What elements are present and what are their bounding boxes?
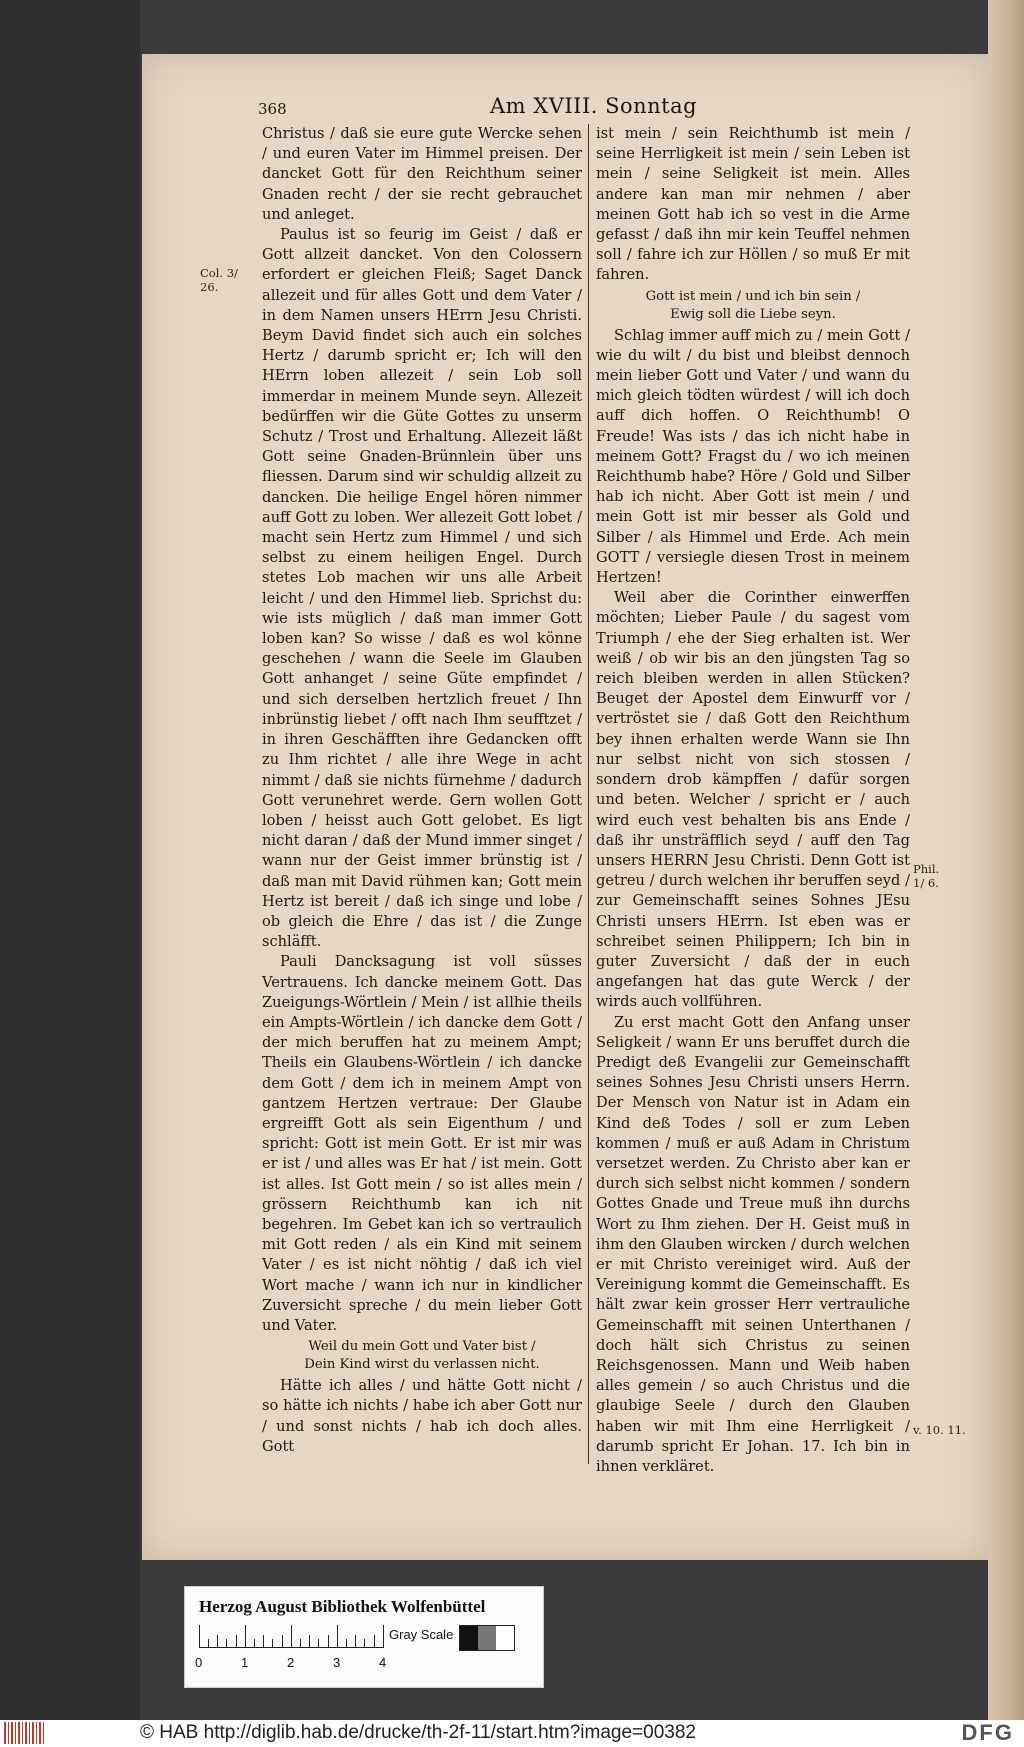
right-verse (596, 288, 910, 324)
left-paragraph-3: Pauli Dancksagung ist voll süsses Vertrauens. Ich dancke meinem Gott. Das Zueigungs-Wörtlein / Mein / ist allhie theils ein Ampts-Wörtlein / ich dancke dem Gott / der mich beruffen hat zu meinem Ampt; Theils ein Glaubens-Wörtlein / ich dancke dem Gott / dem ich in meinem Ampt von gantzem Hertzen vertraue: Der Glaube ergreifft Gott als sein Eigenthum / und spricht: Gott ist mein Gott. Er ist mir was er ist / und alles was Er hat / ist mein. Gott ist alles. Ist Gott mein / so ist alles mein / grössern Reichthumb kan ich nit begehren. Im Gebet kan ich so vertraulich mit Gott reden / als ein Kind mit seinem Vater / es ist nicht nöhtig / daß ich viel Wort mache / wann ich nur in kindlicher Zuversicht spreche / du mein lieber Gott und Vater. (262, 953, 582, 1334)
margin-note-col: Col. 3/ 26. (200, 266, 238, 294)
left-verse-line-1: Weil du mein Gott und Vater bist / (308, 1339, 536, 1355)
footer-bar (0, 1720, 1024, 1747)
column-divider (588, 124, 589, 1464)
left-verse (262, 1338, 582, 1374)
left-verse-line-2: Dein Kind wirst du verlassen nicht. (304, 1357, 540, 1373)
ruler-number-1: 1 (241, 1655, 249, 1670)
page-header (258, 94, 888, 124)
library-name: Herzog August Bibliothek Wolfenbüttel (199, 1597, 486, 1616)
gray-scale-swatch (459, 1625, 515, 1651)
running-title: Am XVIII. Sonntag (490, 94, 698, 118)
right-column (596, 124, 910, 1477)
right-verse-line-1: Gott ist mein / und ich bin sein / (645, 288, 861, 304)
ruler-number-3: 3 (333, 1655, 341, 1670)
page-number: 368 (258, 100, 287, 118)
right-paragraph-1: Schlag immer auff mich zu / mein Gott / wie du wilt / du bist und bleibst dennoch mein lieber Gott und Vater / und wann du mich gleich tödten würdest / will ich doch auff dich hoffen. O Reichthumb! O Freude! Was ists / das ich nicht habe in meinem Gott? Fragst du / wo ich meinen Reichthumb habe? Höre / Gold und Silber hab ich nicht. Aber Gott ist mein / und mein Gott ist mir besser als Gold und Silber / als Himmel und Erde. Ach mein GOTT / versiegle diesen Trost in meinem Hertzen! (596, 326, 910, 587)
margin-note-verse: v. 10. 11. (913, 1423, 966, 1437)
gray-scale-label: Gray Scale (389, 1627, 454, 1642)
right-verse-line-2: Ewig soll die Liebe seyn. (670, 306, 836, 322)
right-paragraph-2: Weil aber die Corinther einwerffen möchten; Lieber Paule / du sagest vom Triumph / ehe der Sieg erhalten ist. Wer weiß / ob wir bis an den jüngsten Tag so reich bleiben werden in allen Stücken? Beuget der Apostel dem Einwurff vor / vertröstet sie / daß Gott den Reichthum bey ihnen erhalten werde Wann sie Ihn nur selbst nicht von sich stossen / sondern drob kämpffen / dafür sorgen und beten. Welcher / spricht er / auch wird euch vest behalten bis ans Ende / daß ihr unsträfflich seyd / auff den Tag unsers HERRN Jesu Christi. Denn Gott ist getreu / durch welchen ihr beruffen seyd / zur Gemeinschafft seines Sohnes JEsu Christi unsers HErrn. Ist eben was er schreibet seinen Philippern; Ich bin in guter Zuversicht / daß der in euch angefangen hat das gute Werck / der wirds auch vollführen. (596, 589, 910, 1011)
scale-ruler (199, 1625, 384, 1648)
left-closing-paragraph: Hätte ich alles / und hätte Gott nicht / so hätte ich nichts / habe ich aber Gott nur / und sonst nichts / hab ich doch alles. Gott (262, 1377, 582, 1455)
left-column (262, 124, 582, 1457)
scanner-background (0, 0, 140, 1720)
ruler-number-4: 4 (379, 1655, 387, 1670)
copyright-url[interactable]: © HAB http://diglib.hab.de/drucke/th-2f-11/start.htm?image=00382 (140, 1722, 696, 1743)
ruler-number-0: 0 (195, 1655, 203, 1670)
barcode-icon (4, 1722, 44, 1744)
ruler-number-2: 2 (287, 1655, 295, 1670)
page-edge (988, 0, 1024, 1720)
margin-note-phil: Phil. 1/ 6. (913, 862, 940, 890)
left-paragraph-1: Christus / daß sie eure gute Wercke sehen / und euren Vater im Himmel preisen. Der dancket Gott für den Reichthum seiner Gnaden recht / der sie recht gebrauchet und anleget. (262, 125, 582, 223)
dfg-logo: DFG (961, 1720, 1014, 1745)
left-paragraph-2: Paulus ist so feurig im Geist / daß er Gott allzeit dancket. Von den Colossern erfordert er gleichen Fleiß; Saget Danck allezeit und für alles Gott und dem Vater / in dem Namen unsers HErrn Jesu Christi. Beym David findet sich auch ein solches Hertz / darumb spricht er; Ich will den HErrn loben allezeit / sein Lob soll immerdar in meinem Munde seyn. Allezeit bedürffen wir die Güte Gottes zu unserm Schutz / Trost und Erhaltung. Allezeit läßt Gott seine Gnaden-Brünnlein über uns fliessen. Darum sind wir schuldig allzeit zu dancken. Die heilige Engel hören nimmer auff Gott zu loben. Wer allezeit Gott lobet / macht sein Hertz zum Himmel / und sich selbst zu einem heiligen Engel. Durch stetes Lob machen wir uns alle Arbeit leicht / und den Himmel lieb. Sprichst du: wie ists müglich / daß man immer Gott loben kan? So wisse / daß es wol könne geschehen / wann die Seele im Glauben Gott anhanget / seine Güte empfindet / und sich derselben hertzlich freuet / Ihn inbrünstig liebet / offt nach Ihm seufftzet / in ihren Geschäfften ihre Gedancken offt zu Ihm richtet / alle ihre Wege in acht nimmt / daß sie nichts fürnehme / dadurch Gott verunehret werde. Gern wollen Gott loben / heisst auch Gott gelobet. Es ligt nicht daran / daß der Mund immer singet / wann nur der Geist immer brünstig ist / daß man mit David rühmen kan; Gott mein Hertz ist bereit / daß ich singe und lobe / ob gleich die Ehre / das ist / die Zunge schläfft. (262, 226, 582, 951)
library-label-card (184, 1586, 544, 1688)
right-opening-paragraph: ist mein / sein Reichthumb ist mein / seine Herrligkeit ist mein / sein Leben ist mein / seine Seligkeit ist mein. Alles andere kan man mir nehmen / aber meinen Gott hab ich so vest in die Arme gefasst / daß ihn mir kein Teuffel nehmen soll / fahre ich zur Höllen / so muß Er mit fahren. (596, 125, 910, 284)
right-paragraph-3: Zu erst macht Gott den Anfang unser Seligkeit / wann Er uns beruffet durch die Predigt deß Evangelii zur Gemeinschafft seines Sohnes Jesu Christi unsers Herrn. Der Mensch von Natur ist in Adam ein Kind deß Todes / soll er zum Leben kommen / muß er auß Adam in Christum versetzet werden. Zu Christo aber kan er durch sich selbst nicht kommen / sondern Gottes Gnade und Treue muß ihn durchs Wort zu Ihm ziehen. Der H. Geist muß in ihm den Glauben wircken / durch welchen er mit Christo vereiniget wird. Auß der Vereinigung kommt die Gemeinschafft. Es hält zwar kein grosser Herr vertrauliche Gemeinschafft mit seinen Unterthanen / doch hält sich Christus zu seinen Reichsgenossen. Mann und Weib haben alles gemein / so auch Christus und die glaubige Seele / durch den Glauben haben wir mit Ihm eine Herrligkeit / darumb spricht Er Johan. 17. Ich bin in ihnen verkläret. (596, 1013, 910, 1475)
